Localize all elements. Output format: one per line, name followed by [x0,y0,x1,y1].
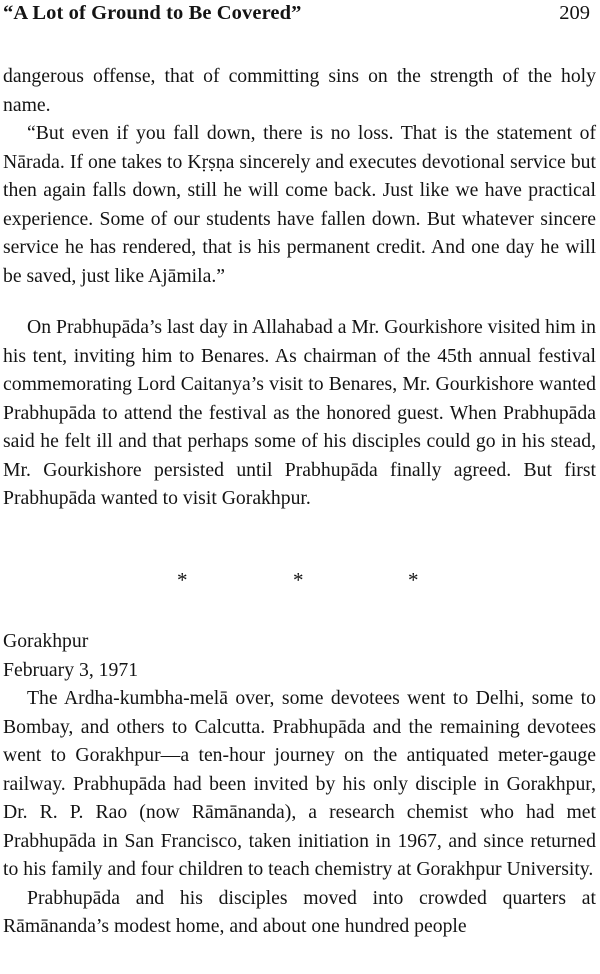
page-number: 209 [559,2,590,24]
dateline-place: Gorakhpur [3,630,89,652]
asterisk: * [177,568,188,592]
paragraph-continued: dangerous offense, that of committing sins on the strength of the holy name. [3,65,596,116]
asterisk: * [293,568,304,592]
section-break [0,568,600,592]
page-header [3,2,590,32]
text-block-middle [3,313,596,513]
paragraph-benares: On Prabhupāda’s last day in Allahabad a Mr. Gourkishore visited him in his tent, inviting him to Benares. As chairman of the 45th annual festival commemorating Lord Caitanya’s visit to Benares, Mr. Gourkishore wanted Prabhupāda to attend the festival as the honored guest. When Prabhupāda said he felt ill and that perhaps some of his disciples could go in his stead, Mr. Gourkishore persisted until Prabhupāda finally agreed. But first Prabhupāda wanted to visit Gorakhpur. [3,316,596,509]
text-block-top [3,62,596,290]
paragraph-gorakhpur: The Ardha-kumbha-melā over, some devotees went to Delhi, some to Bombay, and others to Calcutta. Prabhupāda and the remaining devotees went to Gorakhpur—a ten-hour journey on the antiquated meter-gauge railway. Prabhupāda had been invited by his only disciple in Gorakhpur, Dr. R. P. Rao (now Rāmānanda), a research chemist who had met Prabhupāda in San Francisco, taken initiation in 1967, and since returned to his family and four children to teach chemistry at Gorakhpur University. [3,687,596,880]
paragraph-quote: “But even if you fall down, there is no loss. That is the statement of Nārada. If one takes to Kṛṣṇa sincerely and executes devotional service but then again falls down, still he will come back. Just like we have practical experience. Some of our students have fallen down. But whatever sincere service he has rendered, that is his permanent credit. And one day he will be saved, just like Ajāmila.” [3,122,596,287]
dateline-date: February 3, 1971 [3,658,139,681]
paragraph-ramananda-home: Prabhupāda and his disciples moved into crowded quarters at Rāmānanda’s modest home, and about one hundred people [3,886,596,937]
text-block-bottom [3,627,596,941]
asterisk: * [408,568,419,592]
running-title: “A Lot of Ground to Be Covered” [3,2,302,24]
